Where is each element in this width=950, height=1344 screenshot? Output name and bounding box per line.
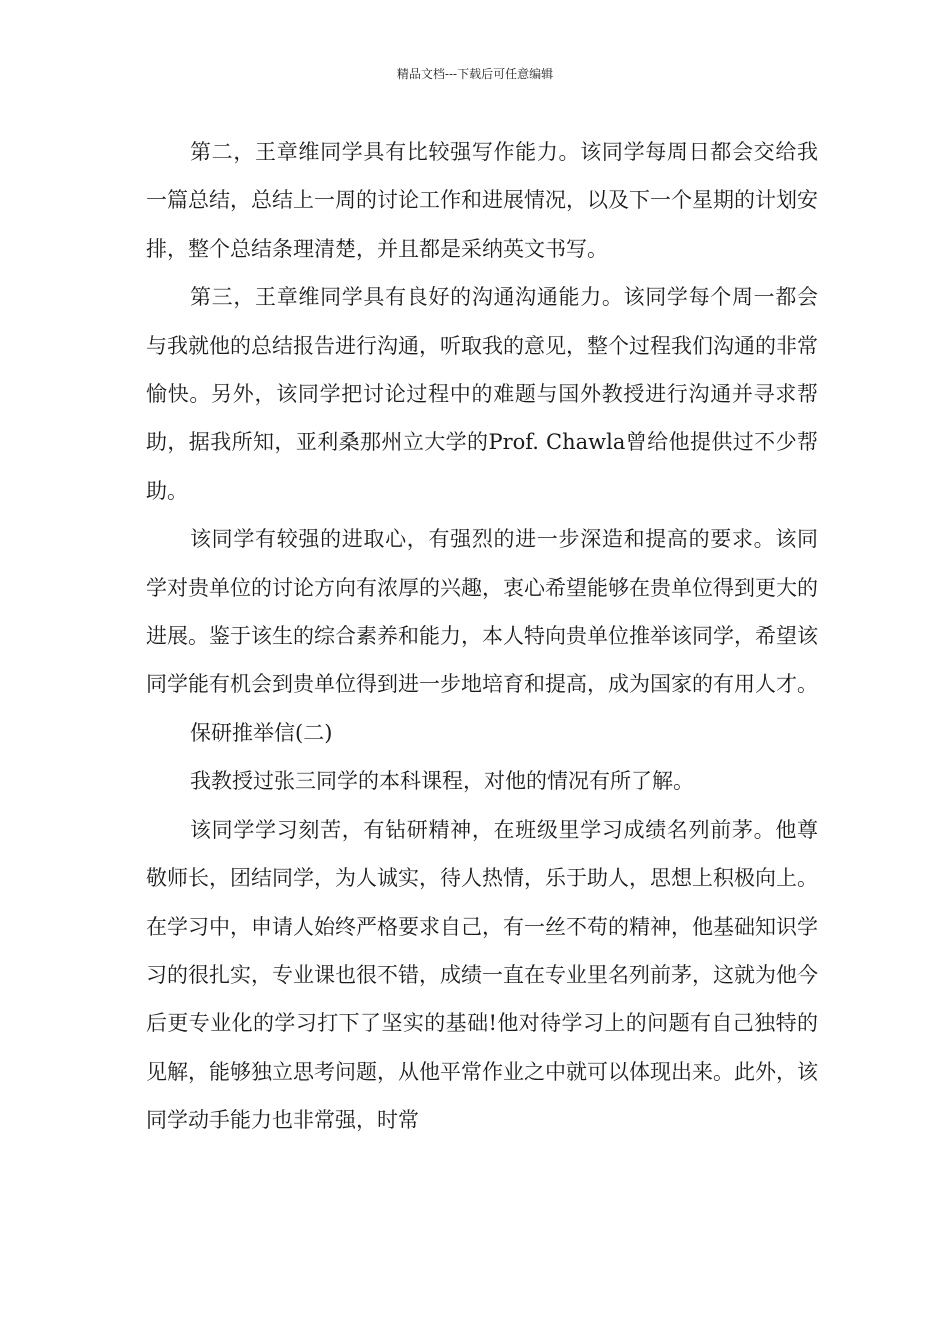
page-header: 精品文档---下载后可任意编辑 xyxy=(396,67,554,81)
section-title: 保研推举信(二) xyxy=(190,720,333,745)
paragraph-student-evaluation: 该同学学习刻苦，有钻研精神，在班级里学习成绩名列前茅。他尊敬师长，团结同学，为人诚实，待人热情，乐于助人，思想上积极向上。在学习中，申请人始终严格要求自己，有一丝不苟的精神，他基础知识学习的很扎实，专业课也很不错，成绩一直在专业里名列前茅，这就为他今后更专业化的学习打下了坚实的基础!他对待学习上的问题有自己独特的见解，能够独立思考问题，从他平常作业之中就可以体现出来。此外，该同学动手能力也非常强，时常 xyxy=(146,817,818,1133)
paragraph-second-point: 第二，王章维同学具有比较强写作能力。该同学每周日都会交给我一篇总结，总结上一周的讨论工作和进展情况，以及下一个星期的计划安排，整个总结条理清楚，并且都是采纳英文书写。 xyxy=(146,140,818,261)
paragraph-intro: 我教授过张三同学的本科课程，对他的情况有所了解。 xyxy=(190,769,694,794)
paragraph-third-point: 第三，王章维同学具有良好的沟通沟通能力。该同学每个周一都会与我就他的总结报告进行沟通，听取我的意见，整个过程我们沟通的非常愉快。另外，该同学把讨论过程中的难题与国外教授进行沟通并寻求帮助，据我所知，亚利桑那州立大学的Prof. Chawla曾给他提供过不少帮助。 xyxy=(146,285,818,503)
paragraph-recommendation: 该同学有较强的进取心，有强烈的进一步深造和提高的要求。该同学对贵单位的讨论方向有浓厚的兴趣，衷心希望能够在贵单位得到更大的进展。鉴于该生的综合素养和能力，本人特向贵单位推举该同学，希望该同学能有机会到贵单位得到进一步地培育和提高，成为国家的有用人才。 xyxy=(146,527,818,697)
document-body xyxy=(146,128,818,1145)
